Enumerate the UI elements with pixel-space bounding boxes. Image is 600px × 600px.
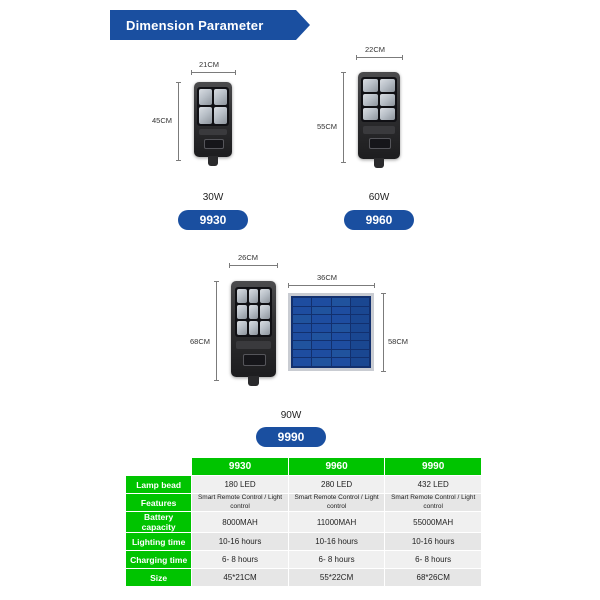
cell-features-9990: Smart Remote Control / Light control bbox=[385, 494, 482, 512]
solar-cell bbox=[351, 324, 369, 332]
row-label-battery-capacity: Battery capacity bbox=[126, 512, 192, 533]
sensor-window bbox=[369, 138, 391, 149]
mount-arm bbox=[248, 376, 259, 386]
led-cell bbox=[380, 79, 395, 91]
led-cell bbox=[260, 289, 270, 303]
solar-cell bbox=[351, 333, 369, 341]
cell-size-9930: 45*21CM bbox=[192, 569, 288, 587]
solar-cell bbox=[332, 341, 350, 349]
wattage-label-9990: 90W bbox=[280, 410, 302, 421]
row-label-size: Size bbox=[126, 569, 192, 587]
column-header-9990: 9990 bbox=[385, 458, 482, 476]
table-row bbox=[126, 476, 482, 494]
page-title: Dimension Parameter bbox=[126, 17, 264, 33]
solar-cell bbox=[293, 298, 311, 306]
tick bbox=[381, 293, 386, 294]
cell-lamp-bead-9930: 180 LED bbox=[192, 476, 288, 494]
banner-arrow-decoration bbox=[296, 10, 310, 40]
table-corner-cell bbox=[126, 458, 192, 476]
solar-cell bbox=[351, 315, 369, 323]
panel-width-label-9990: 36CM bbox=[317, 273, 338, 282]
cell-lighting-9930: 10-16 hours bbox=[192, 533, 288, 551]
led-cell bbox=[237, 321, 247, 335]
header-banner bbox=[110, 10, 296, 40]
solar-cell bbox=[312, 350, 330, 358]
tick bbox=[381, 371, 386, 372]
solar-cell bbox=[312, 358, 330, 366]
solar-cell bbox=[312, 298, 330, 306]
cell-lamp-bead-9960: 280 LED bbox=[288, 476, 385, 494]
solar-cell bbox=[312, 333, 330, 341]
cell-lighting-9960: 10-16 hours bbox=[288, 533, 385, 551]
solar-cell bbox=[312, 315, 330, 323]
led-cell bbox=[214, 107, 227, 124]
solar-cell bbox=[351, 307, 369, 315]
sensor-window bbox=[243, 354, 267, 366]
height-label-9960: 55CM bbox=[317, 122, 338, 131]
panel-height-dimension-line bbox=[383, 293, 384, 371]
solar-cell bbox=[293, 324, 311, 332]
cell-features-9960: Smart Remote Control / Light control bbox=[288, 494, 385, 512]
tick bbox=[288, 283, 289, 288]
solar-panel-image bbox=[288, 293, 374, 371]
led-cell bbox=[237, 289, 247, 303]
led-cell bbox=[363, 94, 378, 106]
height-label-9990: 68CM bbox=[190, 337, 211, 346]
wattage-label-9960: 60W bbox=[368, 192, 390, 203]
table-row bbox=[126, 551, 482, 569]
tick bbox=[341, 162, 346, 163]
led-panel bbox=[361, 77, 396, 122]
solar-cell bbox=[293, 350, 311, 358]
width-dimension-line-9990 bbox=[229, 265, 277, 266]
table-row bbox=[126, 569, 482, 587]
model-badge-9990: 9990 bbox=[256, 427, 326, 447]
solar-cell bbox=[293, 341, 311, 349]
cell-lamp-bead-9990: 432 LED bbox=[385, 476, 482, 494]
panel-height-label-9990: 58CM bbox=[388, 337, 409, 346]
lamp-image-9930 bbox=[194, 82, 232, 157]
table-row bbox=[126, 533, 482, 551]
solar-cell bbox=[351, 341, 369, 349]
sensor-window bbox=[204, 139, 224, 149]
solar-cell bbox=[332, 350, 350, 358]
tick bbox=[277, 263, 278, 268]
tick bbox=[341, 72, 346, 73]
cell-charging-9960: 6- 8 hours bbox=[288, 551, 385, 569]
height-label-9930: 45CM bbox=[152, 116, 173, 125]
led-cell bbox=[214, 89, 227, 106]
width-dimension-line-9960 bbox=[356, 57, 402, 58]
led-cell bbox=[249, 305, 259, 319]
tick bbox=[214, 380, 219, 381]
label-strip bbox=[363, 126, 395, 134]
cell-battery-9960: 11000MAH bbox=[288, 512, 385, 533]
width-dimension-line-9930 bbox=[191, 72, 235, 73]
solar-cell bbox=[332, 358, 350, 366]
cell-features-9930: Smart Remote Control / Light control bbox=[192, 494, 288, 512]
led-cell bbox=[237, 305, 247, 319]
solar-cell bbox=[332, 307, 350, 315]
solar-cell bbox=[332, 324, 350, 332]
mount-arm bbox=[208, 156, 217, 166]
solar-cell bbox=[293, 315, 311, 323]
model-badge-9930: 9930 bbox=[178, 210, 248, 230]
cell-battery-9990: 55000MAH bbox=[385, 512, 482, 533]
solar-cell bbox=[312, 341, 330, 349]
led-panel bbox=[197, 87, 229, 126]
cell-battery-9930: 8000MAH bbox=[192, 512, 288, 533]
table-header-row bbox=[126, 458, 482, 476]
tick bbox=[229, 263, 230, 268]
label-strip bbox=[199, 129, 228, 136]
spec-table bbox=[125, 457, 482, 587]
height-dimension-line-9930 bbox=[178, 82, 179, 160]
width-label-9990: 26CM bbox=[238, 253, 259, 262]
solar-cell bbox=[293, 307, 311, 315]
lamp-image-9990 bbox=[231, 281, 276, 377]
led-cell bbox=[260, 321, 270, 335]
model-badge-9960: 9960 bbox=[344, 210, 414, 230]
column-header-9960: 9960 bbox=[288, 458, 385, 476]
led-cell bbox=[260, 305, 270, 319]
tick bbox=[402, 55, 403, 60]
table-row bbox=[126, 512, 482, 533]
solar-cell bbox=[312, 324, 330, 332]
solar-cell bbox=[332, 333, 350, 341]
wattage-label-9930: 30W bbox=[202, 192, 224, 203]
cell-charging-9930: 6- 8 hours bbox=[192, 551, 288, 569]
led-cell bbox=[380, 94, 395, 106]
width-label-9960: 22CM bbox=[365, 45, 386, 54]
row-label-charging-time: Charging time bbox=[126, 551, 192, 569]
led-cell bbox=[199, 107, 212, 124]
row-label-lamp-bead: Lamp bead bbox=[126, 476, 192, 494]
tick bbox=[235, 70, 236, 75]
cell-lighting-9990: 10-16 hours bbox=[385, 533, 482, 551]
label-strip bbox=[236, 341, 270, 350]
tick bbox=[176, 82, 181, 83]
solar-cell bbox=[312, 307, 330, 315]
solar-cell bbox=[351, 350, 369, 358]
row-label-lighting-time: Lighting time bbox=[126, 533, 192, 551]
led-cell bbox=[199, 89, 212, 106]
cell-size-9960: 55*22CM bbox=[288, 569, 385, 587]
cell-charging-9990: 6- 8 hours bbox=[385, 551, 482, 569]
solar-cell bbox=[332, 315, 350, 323]
tick bbox=[191, 70, 192, 75]
lamp-image-9960 bbox=[358, 72, 400, 159]
led-cell bbox=[363, 108, 378, 120]
panel-width-dimension-line bbox=[288, 285, 374, 286]
column-header-9930: 9930 bbox=[192, 458, 288, 476]
tick bbox=[356, 55, 357, 60]
solar-cell bbox=[332, 298, 350, 306]
solar-cell bbox=[351, 358, 369, 366]
led-cell bbox=[380, 108, 395, 120]
tick bbox=[214, 281, 219, 282]
led-panel bbox=[235, 287, 273, 337]
height-dimension-line-9990 bbox=[216, 281, 217, 380]
width-label-9930: 21CM bbox=[199, 60, 220, 69]
led-cell bbox=[363, 79, 378, 91]
mount-arm bbox=[374, 158, 384, 168]
cell-size-9990: 68*26CM bbox=[385, 569, 482, 587]
solar-cell bbox=[293, 333, 311, 341]
led-cell bbox=[249, 321, 259, 335]
solar-cell bbox=[351, 298, 369, 306]
row-label-features: Features bbox=[126, 494, 192, 512]
height-dimension-line-9960 bbox=[343, 72, 344, 162]
tick bbox=[374, 283, 375, 288]
table-row bbox=[126, 494, 482, 512]
solar-cell bbox=[293, 358, 311, 366]
led-cell bbox=[249, 289, 259, 303]
tick bbox=[176, 160, 181, 161]
